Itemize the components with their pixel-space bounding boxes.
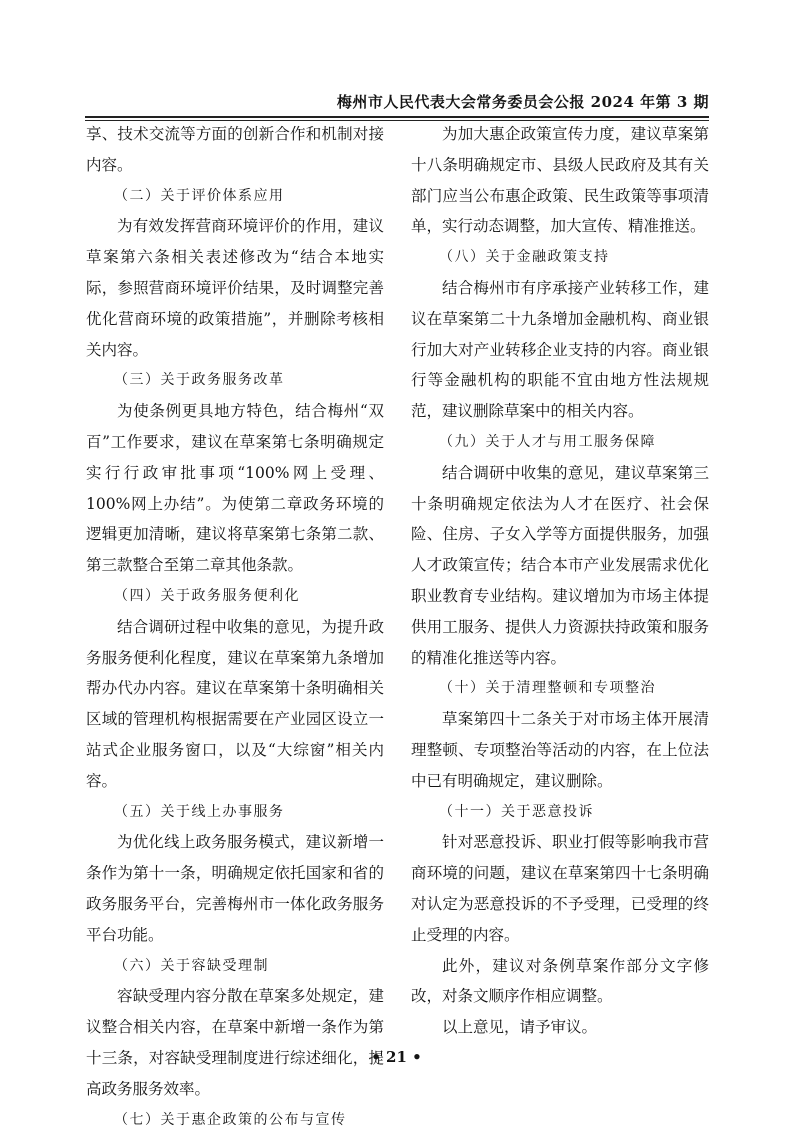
section-heading: （八）关于金融政策支持 [411,242,709,273]
section-heading: （五）关于线上办事服务 [86,797,384,828]
paragraph: 结合调研中收集的意见，建议草案第三十条明确规定依法为人才在医疗、社会保险、住房、子女入学等方面提供服务，加强人才政策宣传；结合本市产业发展需求优化职业教育专业结构。建议增加为市场主体提供用工服务、提供人力资源扶持政策和服务的精准化推送等内容。 [411,458,709,674]
paragraph: 结合调研过程中收集的意见，为提升政务服务便利化程度，建议在草案第九条增加帮办代办内容。建议在草案第十条明确相关区域的管理机构根据需要在产业园区设立一站式企业服务窗口，以及“大综窗”相关内容。 [86,612,384,797]
section-heading: （二）关于评价体系应用 [86,181,384,212]
paragraph: 针对恶意投诉、职业打假等影响我市营商环境的问题，建议在草案第四十七条明确对认定为恶意投诉的不予受理，已受理的终止受理的内容。 [411,827,709,950]
paragraph: 享、技术交流等方面的创新合作和机制对接内容。 [86,119,384,181]
section-heading: （九）关于人才与用工服务保障 [411,427,709,458]
paragraph: 为优化线上政务服务模式，建议新增一条作为第十一条，明确规定依托国家和省的政务服务平台，完善梅州市一体化政务服务平台功能。 [86,827,384,950]
header-rule-thick [85,116,709,118]
section-heading: （十）关于清理整顿和专项整治 [411,673,709,704]
left-column [86,119,384,1135]
paragraph: 为有效发挥营商环境评价的作用，建议草案第六条相关表述修改为“结合本地实际，参照营商环境评价结果，及时调整完善优化营商环境的政策措施”，并删除考核相关内容。 [86,211,384,365]
paragraph: 以上意见，请予审议。 [411,1012,709,1043]
section-heading: （六）关于容缺受理制 [86,951,384,982]
section-heading: （三）关于政务服务改革 [86,365,384,396]
section-heading: （七）关于惠企政策的公布与宣传 [86,1105,384,1135]
journal-header: 梅州市人民代表大会常务委员会公报 2024 年第 3 期 [85,90,709,114]
paragraph: 草案第四十二条关于对市场主体开展清理整顿、专项整治等活动的内容，在上位法中已有明确规定，建议删除。 [411,704,709,796]
section-heading: （四）关于政务服务便利化 [86,581,384,612]
right-column [411,119,709,1043]
paragraph: 容缺受理内容分散在草案多处规定，建议整合相关内容，在草案中新增一条作为第十三条，对容缺受理制度进行综述细化，提高政务服务效率。 [86,981,384,1104]
page-number: • 21 • [0,1048,793,1066]
paragraph: 此外，建议对条例草案作部分文字修改，对条文顺序作相应调整。 [411,951,709,1013]
paragraph: 为使条例更具地方特色，结合梅州“双百”工作要求，建议在草案第七条明确规定实行行政审批事项“100%网上受理、100%网上办结”。为使第二章政务环境的逻辑更加清晰，建议将草案第七条第二款、第三款整合至第二章其他条款。 [86,396,384,581]
paragraph: 为加大惠企政策宣传力度，建议草案第十八条明确规定市、县级人民政府及其有关部门应当公布惠企政策、民生政策等事项清单，实行动态调整，加大宣传、精准推送。 [411,119,709,242]
paragraph: 结合梅州市有序承接产业转移工作，建议在草案第二十九条增加金融机构、商业银行加大对产业转移企业支持的内容。商业银行等金融机构的职能不宜由地方性法规规范，建议删除草案中的相关内容。 [411,273,709,427]
section-heading: （十一）关于恶意投诉 [411,797,709,828]
